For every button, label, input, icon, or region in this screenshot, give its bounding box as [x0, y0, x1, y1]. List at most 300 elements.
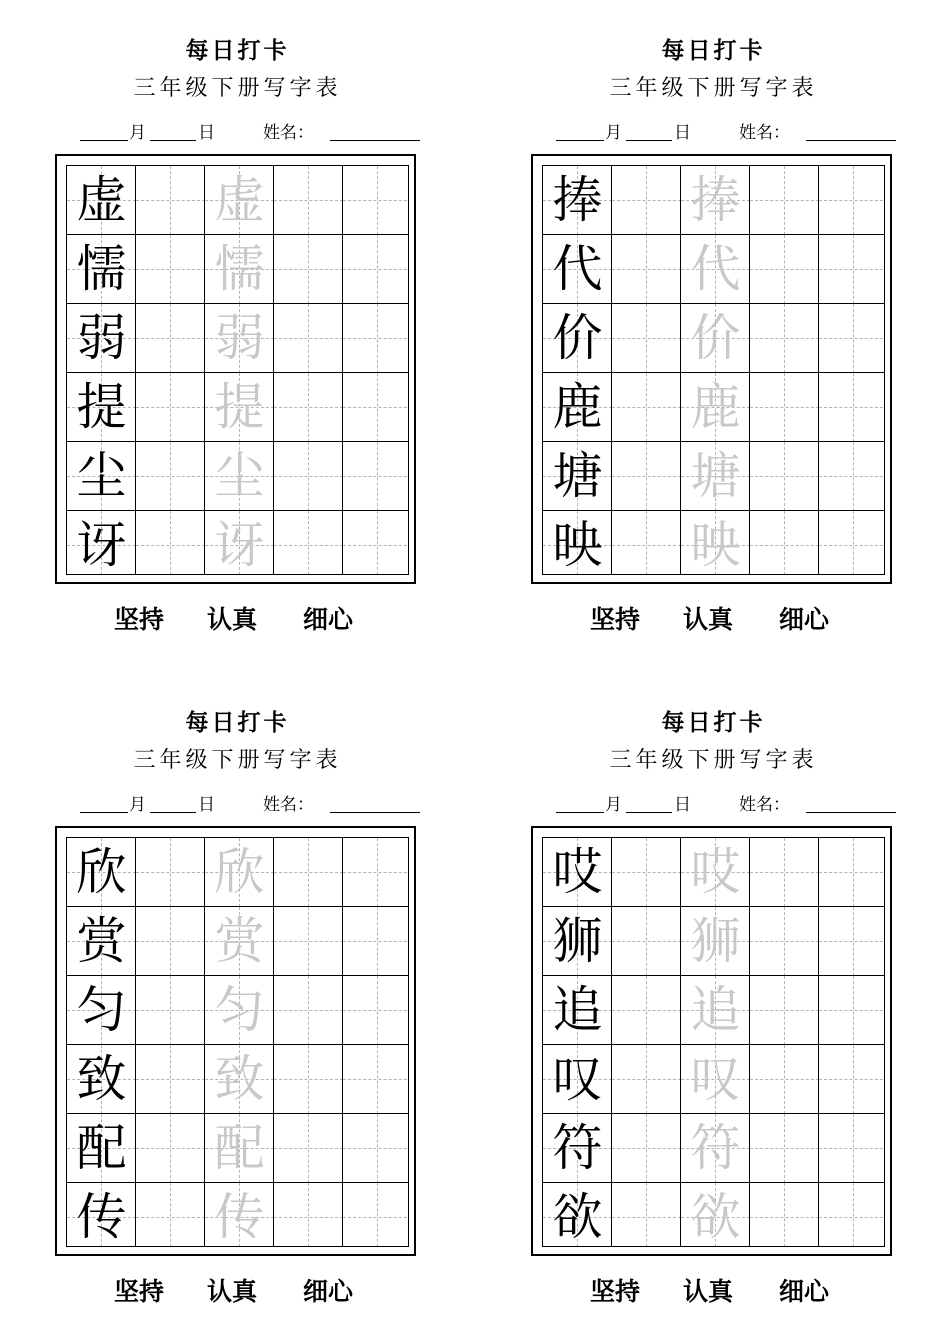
- month-label: 月: [605, 795, 622, 815]
- sample-character-cell: [543, 166, 612, 235]
- sample-character-cell: [543, 304, 612, 373]
- grid-row: [543, 907, 884, 976]
- guide-line: [784, 511, 785, 575]
- practice-cell[interactable]: [819, 442, 885, 511]
- practice-cell[interactable]: [274, 1183, 343, 1247]
- practice-cell[interactable]: [612, 838, 681, 907]
- grid-row: [543, 373, 884, 442]
- month-blank[interactable]: [556, 140, 604, 141]
- guide-line: [819, 545, 885, 546]
- practice-cell[interactable]: [343, 373, 409, 442]
- practice-cell[interactable]: [274, 838, 343, 907]
- guide-line: [750, 1079, 819, 1080]
- trace-character: 虚: [214, 171, 265, 229]
- practice-cell[interactable]: [612, 373, 681, 442]
- practice-cell[interactable]: [819, 511, 885, 575]
- guide-line: [612, 1148, 681, 1149]
- practice-cell[interactable]: [612, 235, 681, 304]
- writing-grid-frame: [531, 154, 892, 584]
- practice-cell[interactable]: [274, 1114, 343, 1183]
- guide-line: [612, 941, 681, 942]
- month-label: 月: [129, 795, 146, 815]
- grid-column-line: [680, 166, 681, 574]
- trace-character-cell: [681, 304, 750, 373]
- guide-line: [136, 872, 205, 873]
- grid-row: [543, 166, 884, 235]
- trace-character: 配: [214, 1119, 265, 1177]
- grid-row: [67, 511, 408, 575]
- practice-cell[interactable]: [343, 907, 409, 976]
- guide-line: [819, 200, 885, 201]
- guide-line: [377, 1183, 378, 1247]
- sample-character: 价: [552, 309, 603, 367]
- practice-cell[interactable]: [274, 976, 343, 1045]
- practice-cell[interactable]: [750, 166, 819, 235]
- trace-character: 鹿: [690, 378, 741, 436]
- sample-character: 匀: [76, 981, 127, 1039]
- grid-row: [543, 511, 884, 575]
- date-name-line: [556, 120, 898, 146]
- guide-line: [274, 200, 343, 201]
- grid-row: [67, 838, 408, 907]
- practice-cell[interactable]: [612, 442, 681, 511]
- trace-character: 传: [214, 1188, 265, 1246]
- grid-row: [67, 304, 408, 373]
- guide-line: [750, 941, 819, 942]
- grid-row-line: [67, 510, 408, 511]
- name-blank[interactable]: [806, 812, 896, 813]
- practice-cell[interactable]: [343, 442, 409, 511]
- motto-word: 认真: [207, 1277, 258, 1306]
- practice-card: [531, 0, 896, 634]
- grid-row-line: [543, 372, 884, 373]
- practice-cell[interactable]: [750, 838, 819, 907]
- sample-character-cell: [543, 907, 612, 976]
- grid-row: [543, 976, 884, 1045]
- sample-character: 塘: [552, 447, 603, 505]
- grid-row-line: [67, 234, 408, 235]
- practice-cell[interactable]: [343, 166, 409, 235]
- practice-cell[interactable]: [612, 1114, 681, 1183]
- practice-cell[interactable]: [750, 373, 819, 442]
- grid-column-line: [204, 838, 205, 1246]
- sample-character-cell: [543, 373, 612, 442]
- practice-cell[interactable]: [274, 1045, 343, 1114]
- practice-cell[interactable]: [612, 907, 681, 976]
- sample-character: 欲: [552, 1188, 603, 1246]
- sample-character: 讶: [76, 516, 127, 574]
- day-blank[interactable]: [150, 140, 196, 141]
- practice-cell[interactable]: [343, 235, 409, 304]
- trace-character-cell: [205, 1183, 274, 1247]
- trace-character-cell: [205, 1114, 274, 1183]
- trace-character-cell: [205, 166, 274, 235]
- trace-character: 捧: [690, 171, 741, 229]
- guide-line: [274, 476, 343, 477]
- grid-column-line: [342, 166, 343, 574]
- day-blank[interactable]: [626, 812, 672, 813]
- practice-cell[interactable]: [136, 1183, 205, 1247]
- trace-character: 映: [690, 516, 741, 574]
- guide-line: [343, 200, 409, 201]
- grid-row-line: [543, 1182, 884, 1183]
- trace-character-cell: [205, 511, 274, 575]
- sample-character-cell: [67, 838, 136, 907]
- card-subtitle: 三年级下册写字表: [133, 76, 342, 101]
- practice-cell[interactable]: [750, 235, 819, 304]
- card-subtitle: 三年级下册写字表: [609, 76, 818, 101]
- motto-word: 坚持: [114, 1277, 165, 1306]
- grid-column-line: [611, 166, 612, 574]
- trace-character-cell: [205, 1045, 274, 1114]
- practice-cell[interactable]: [612, 1183, 681, 1247]
- sample-character: 虚: [76, 171, 127, 229]
- sample-character-cell: [67, 1183, 136, 1247]
- practice-cell[interactable]: [819, 1114, 885, 1183]
- practice-cell[interactable]: [274, 511, 343, 575]
- sample-character: 哎: [552, 843, 603, 901]
- guide-line: [819, 476, 885, 477]
- day-label: 日: [198, 123, 215, 143]
- guide-line: [343, 476, 409, 477]
- motto-word: 细心: [303, 1277, 354, 1306]
- practice-cell[interactable]: [750, 304, 819, 373]
- card-subtitle: 三年级下册写字表: [133, 748, 342, 773]
- practice-cell[interactable]: [343, 838, 409, 907]
- trace-character: 哎: [690, 843, 741, 901]
- motto: [55, 1272, 420, 1312]
- guide-line: [612, 1217, 681, 1218]
- grid-row: [67, 1045, 408, 1114]
- writing-grid: [66, 165, 409, 575]
- name-label: 姓名：: [739, 123, 790, 143]
- guide-line: [819, 941, 885, 942]
- trace-character-cell: [205, 235, 274, 304]
- sample-character: 欣: [76, 843, 127, 901]
- grid-column-line: [818, 166, 819, 574]
- practice-cell[interactable]: [819, 1045, 885, 1114]
- practice-cell[interactable]: [136, 442, 205, 511]
- trace-character: 代: [690, 240, 741, 298]
- grid-row: [543, 1183, 884, 1247]
- trace-character: 欣: [214, 843, 265, 901]
- day-blank[interactable]: [626, 140, 672, 141]
- practice-cell[interactable]: [343, 1045, 409, 1114]
- sample-character-cell: [543, 1114, 612, 1183]
- writing-grid: [542, 165, 885, 575]
- grid-column-line: [135, 166, 136, 574]
- guide-line: [343, 872, 409, 873]
- date-name-line: [80, 120, 422, 146]
- practice-cell[interactable]: [343, 1114, 409, 1183]
- motto-word: 认真: [683, 605, 734, 634]
- name-label: 姓名：: [739, 795, 790, 815]
- guide-line: [784, 1183, 785, 1247]
- practice-cell[interactable]: [819, 304, 885, 373]
- motto-word: 细心: [779, 605, 830, 634]
- sample-character-cell: [67, 1114, 136, 1183]
- month-blank[interactable]: [80, 812, 128, 813]
- sample-character: 传: [76, 1188, 127, 1246]
- practice-cell[interactable]: [136, 907, 205, 976]
- practice-cell[interactable]: [750, 1183, 819, 1247]
- practice-cell[interactable]: [819, 1183, 885, 1247]
- practice-cell[interactable]: [343, 511, 409, 575]
- trace-character: 价: [690, 309, 741, 367]
- guide-line: [612, 338, 681, 339]
- guide-line: [274, 407, 343, 408]
- guide-line: [136, 1217, 205, 1218]
- practice-cell[interactable]: [136, 976, 205, 1045]
- trace-character: 狮: [690, 912, 741, 970]
- grid-column-line: [273, 166, 274, 574]
- guide-line: [750, 200, 819, 201]
- grid-row: [67, 1114, 408, 1183]
- practice-cell[interactable]: [343, 1183, 409, 1247]
- trace-character: 尘: [214, 447, 265, 505]
- guide-line: [750, 338, 819, 339]
- sample-character-cell: [67, 166, 136, 235]
- guide-line: [274, 872, 343, 873]
- practice-cell[interactable]: [136, 373, 205, 442]
- trace-character: 叹: [690, 1050, 741, 1108]
- grid-row-line: [543, 234, 884, 235]
- grid-column-line: [749, 166, 750, 574]
- name-blank[interactable]: [330, 812, 420, 813]
- practice-card: [55, 672, 420, 1306]
- grid-row: [543, 1114, 884, 1183]
- trace-character-cell: [205, 373, 274, 442]
- trace-character-cell: [205, 442, 274, 511]
- guide-line: [136, 1148, 205, 1149]
- practice-cell[interactable]: [274, 304, 343, 373]
- guide-line: [170, 1183, 171, 1247]
- grid-row-line: [543, 1113, 884, 1114]
- guide-line: [819, 1217, 885, 1218]
- grid-row: [543, 235, 884, 304]
- date-name-line: [80, 792, 422, 818]
- sample-character-cell: [67, 1045, 136, 1114]
- practice-cell[interactable]: [750, 442, 819, 511]
- card-subtitle: 三年级下册写字表: [609, 748, 818, 773]
- sample-character: 狮: [552, 912, 603, 970]
- trace-character-cell: [205, 976, 274, 1045]
- trace-character: 塘: [690, 447, 741, 505]
- practice-cell[interactable]: [750, 511, 819, 575]
- writing-grid: [66, 837, 409, 1247]
- trace-character-cell: [681, 442, 750, 511]
- motto: [531, 600, 896, 640]
- month-label: 月: [129, 123, 146, 143]
- card-title: 每日打卡: [661, 709, 766, 736]
- trace-character: 懦: [214, 240, 265, 298]
- guide-line: [136, 941, 205, 942]
- guide-line: [308, 511, 309, 575]
- guide-line: [612, 1079, 681, 1080]
- writing-grid-frame: [55, 826, 416, 1256]
- sample-character-cell: [67, 442, 136, 511]
- day-label: 日: [198, 795, 215, 815]
- trace-character-cell: [681, 838, 750, 907]
- practice-cell[interactable]: [819, 907, 885, 976]
- practice-cell[interactable]: [343, 976, 409, 1045]
- grid-row-line: [67, 1044, 408, 1045]
- month-blank[interactable]: [556, 812, 604, 813]
- guide-line: [819, 269, 885, 270]
- month-label: 月: [605, 123, 622, 143]
- grid-column-line: [818, 838, 819, 1246]
- practice-cell[interactable]: [819, 976, 885, 1045]
- day-label: 日: [674, 123, 691, 143]
- practice-cell[interactable]: [136, 511, 205, 575]
- practice-cell[interactable]: [612, 511, 681, 575]
- guide-line: [343, 545, 409, 546]
- practice-cell[interactable]: [136, 838, 205, 907]
- trace-character-cell: [205, 907, 274, 976]
- trace-character: 追: [690, 981, 741, 1039]
- practice-cell[interactable]: [136, 1114, 205, 1183]
- guide-line: [136, 545, 205, 546]
- guide-line: [343, 338, 409, 339]
- day-blank[interactable]: [150, 812, 196, 813]
- guide-line: [646, 1183, 647, 1247]
- card-title: 每日打卡: [185, 709, 290, 736]
- practice-cell[interactable]: [274, 907, 343, 976]
- writing-grid-frame: [531, 826, 892, 1256]
- sample-character: 符: [552, 1119, 603, 1177]
- guide-line: [750, 1217, 819, 1218]
- sample-character-cell: [67, 907, 136, 976]
- trace-character: 提: [214, 378, 265, 436]
- practice-cell[interactable]: [750, 976, 819, 1045]
- guide-line: [819, 338, 885, 339]
- practice-cell[interactable]: [750, 907, 819, 976]
- motto-word: 细心: [779, 1277, 830, 1306]
- sample-character-cell: [543, 1045, 612, 1114]
- practice-cell[interactable]: [136, 235, 205, 304]
- practice-cell[interactable]: [136, 166, 205, 235]
- practice-cell[interactable]: [750, 1045, 819, 1114]
- grid-column-line: [611, 838, 612, 1246]
- guide-line: [343, 1217, 409, 1218]
- grid-row: [67, 442, 408, 511]
- month-blank[interactable]: [80, 140, 128, 141]
- practice-cell[interactable]: [274, 235, 343, 304]
- sample-character-cell: [543, 511, 612, 575]
- sample-character: 弱: [76, 309, 127, 367]
- writing-grid: [542, 837, 885, 1247]
- trace-character: 匀: [214, 981, 265, 1039]
- practice-cell[interactable]: [274, 166, 343, 235]
- grid-row-line: [67, 441, 408, 442]
- practice-cell[interactable]: [612, 166, 681, 235]
- grid-column-line: [204, 166, 205, 574]
- guide-line: [750, 269, 819, 270]
- practice-cell[interactable]: [819, 235, 885, 304]
- guide-line: [612, 476, 681, 477]
- practice-cell[interactable]: [136, 304, 205, 373]
- practice-cell[interactable]: [612, 304, 681, 373]
- guide-line: [819, 1079, 885, 1080]
- sample-character-cell: [67, 511, 136, 575]
- practice-cell[interactable]: [136, 1045, 205, 1114]
- card-title: 每日打卡: [661, 37, 766, 64]
- sample-character-cell: [67, 304, 136, 373]
- sample-character: 提: [76, 378, 127, 436]
- guide-line: [343, 1079, 409, 1080]
- guide-line: [136, 200, 205, 201]
- guide-line: [343, 1010, 409, 1011]
- guide-line: [750, 1010, 819, 1011]
- sample-character: 致: [76, 1050, 127, 1108]
- name-label: 姓名：: [263, 795, 314, 815]
- grid-row-line: [67, 303, 408, 304]
- sample-character-cell: [67, 235, 136, 304]
- trace-character-cell: [681, 235, 750, 304]
- practice-cell[interactable]: [274, 442, 343, 511]
- guide-line: [750, 545, 819, 546]
- grid-column-line: [273, 838, 274, 1246]
- guide-line: [819, 1010, 885, 1011]
- practice-cell[interactable]: [343, 304, 409, 373]
- guide-line: [274, 269, 343, 270]
- guide-line: [274, 1010, 343, 1011]
- guide-line: [343, 269, 409, 270]
- motto-word: 坚持: [590, 1277, 641, 1306]
- guide-line: [750, 476, 819, 477]
- sample-character-cell: [543, 976, 612, 1045]
- guide-line: [612, 200, 681, 201]
- card-title: 每日打卡: [185, 37, 290, 64]
- guide-line: [274, 545, 343, 546]
- practice-cell[interactable]: [612, 1045, 681, 1114]
- trace-character: 符: [690, 1119, 741, 1177]
- name-blank[interactable]: [806, 140, 896, 141]
- practice-cell[interactable]: [819, 166, 885, 235]
- practice-cell[interactable]: [750, 1114, 819, 1183]
- guide-line: [274, 941, 343, 942]
- practice-cell[interactable]: [612, 976, 681, 1045]
- grid-row: [543, 838, 884, 907]
- practice-cell[interactable]: [819, 838, 885, 907]
- sample-character-cell: [543, 235, 612, 304]
- grid-row-line: [543, 975, 884, 976]
- practice-card: [55, 0, 420, 634]
- practice-cell[interactable]: [274, 373, 343, 442]
- grid-row-line: [543, 510, 884, 511]
- guide-line: [343, 1148, 409, 1149]
- guide-line: [136, 269, 205, 270]
- guide-line: [343, 941, 409, 942]
- sample-character-cell: [543, 838, 612, 907]
- guide-line: [274, 338, 343, 339]
- trace-character-cell: [681, 373, 750, 442]
- grid-row-line: [67, 906, 408, 907]
- grid-row-line: [67, 372, 408, 373]
- guide-line: [377, 511, 378, 575]
- name-blank[interactable]: [330, 140, 420, 141]
- guide-line: [750, 872, 819, 873]
- guide-line: [308, 1183, 309, 1247]
- grid-column-line: [680, 838, 681, 1246]
- guide-line: [612, 407, 681, 408]
- grid-column-line: [749, 838, 750, 1246]
- grid-row: [67, 235, 408, 304]
- trace-character-cell: [681, 166, 750, 235]
- practice-cell[interactable]: [819, 373, 885, 442]
- sample-character: 尘: [76, 447, 127, 505]
- sample-character: 追: [552, 981, 603, 1039]
